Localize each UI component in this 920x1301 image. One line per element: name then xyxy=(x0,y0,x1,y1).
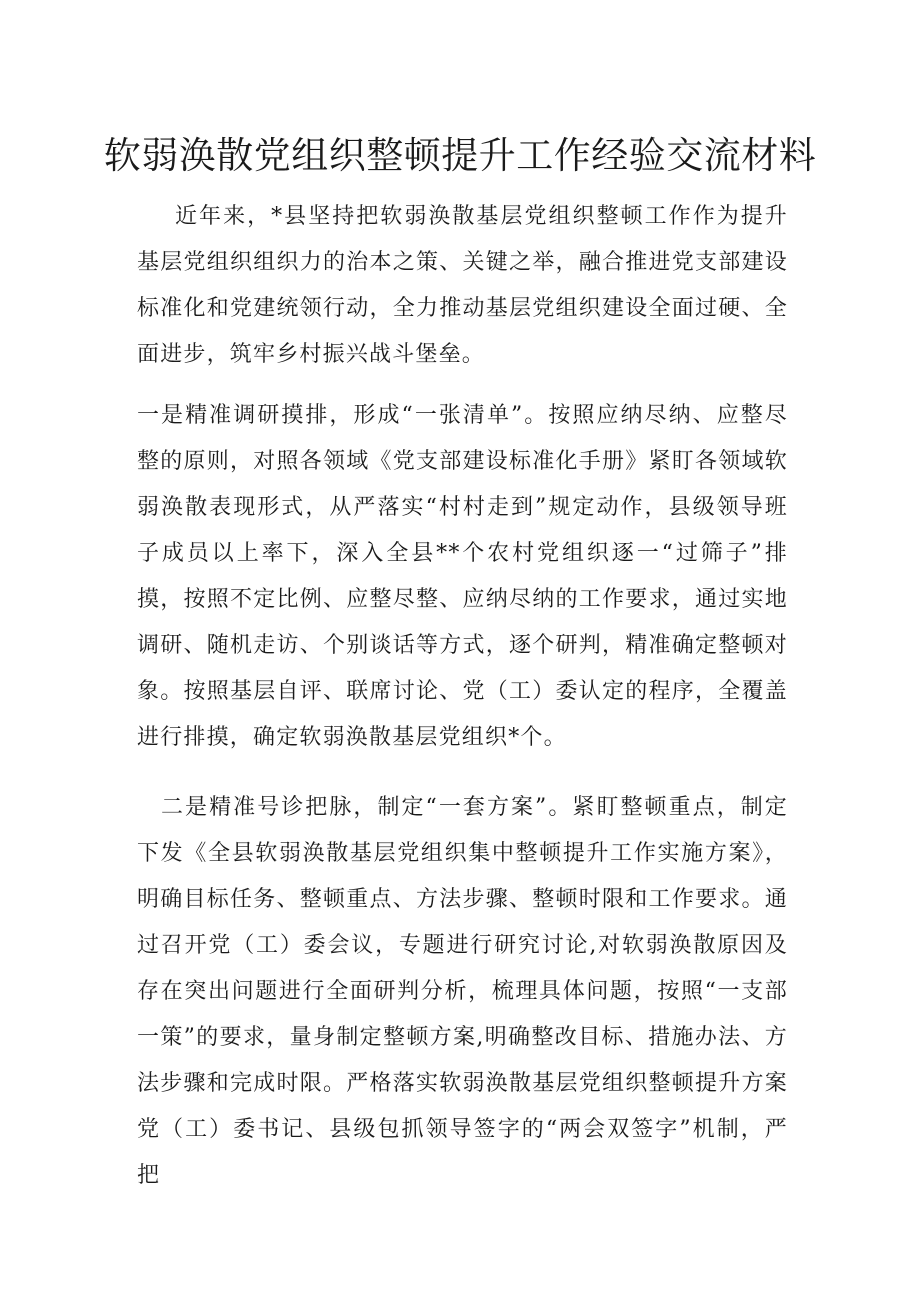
paragraph-intro: 近年来，*县坚持把软弱涣散基层党组织整顿工作作为提升基层党组织组织力的治本之策、关键之举，融合推进党支部建设标准化和党建统领行动，全力推动基层党组织建设全面过硬、全面进步，筑牢乡村振兴战斗堡垒。 xyxy=(137,204,788,367)
paragraph-precise-survey: 一是精准调研摸排，形成“一张清单”。按照应纳尽纳、应整尽整的原则，对照各领域《党支部建设标准化手册》紧盯各领域软弱涣散表现形式，从严落实“村村走到”规定动作，县级领导班子成员以上率下，深入全县**个农村党组织逐一“过筛子”排摸，按照不定比例、应整尽整、应纳尽纳的工作要求，通过实地调研、随机走访、个别谈话等方式，逐个研判，精准确定整顿对象。按照基层自评、联席讨论、党（工）委认定的程序，全覆盖进行排摸，确定软弱涣散基层党组织*个。 xyxy=(137,403,788,750)
paragraph-precise-diagnosis: 二是精准号诊把脉，制定“一套方案”。紧盯整顿重点，制定下发《全县软弱涣散基层党组织集中整顿提升工作实施方案》，明确目标任务、整顿重点、方法步骤、整顿时限和工作要求。通过召开党（工）委会议，专题进行研究讨论,对软弱涣散原因及存在突出问题进行全面研判分析，梳理具体问题，按照“一支部一策”的要求，量身制定整顿方案,明确整改目标、措施办法、方法步骤和完成时限。严格落实软弱涣散基层党组织整顿提升方案党（工）委书记、县级包抓领导签字的“两会双签字”机制，严把 xyxy=(137,795,788,1188)
document-title: 软弱涣散党组织整顿提升工作经验交流材料 xyxy=(103,134,817,177)
